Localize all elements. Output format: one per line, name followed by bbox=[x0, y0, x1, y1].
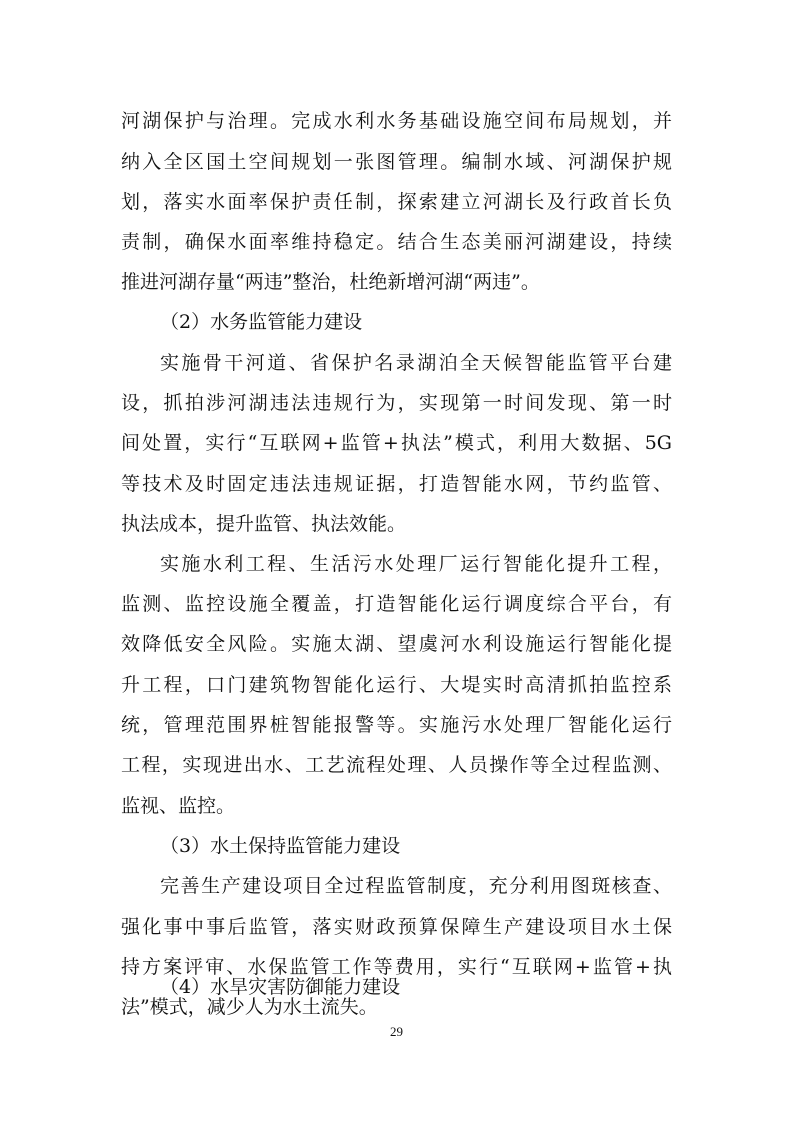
line-text: 实施骨干河道、省保护名录湖泊全天候智能监管平台建 bbox=[160, 352, 672, 374]
text-line bbox=[0, 866, 793, 906]
text-line bbox=[0, 504, 793, 544]
heading-text: （3）水土保持监管能力建设 bbox=[160, 835, 401, 857]
line-text: 等技术及时固定违法违规证据，打造智能水网，节约监管、 bbox=[121, 473, 672, 495]
text-line bbox=[0, 584, 793, 624]
line-text: 推进河湖存量“两违”整治，杜绝新增河湖“两违”。 bbox=[121, 271, 540, 293]
section-heading bbox=[0, 967, 793, 1007]
text-line bbox=[0, 222, 793, 262]
heading-text: （4）水旱灾害防御能力建设 bbox=[160, 976, 401, 998]
text-line bbox=[0, 182, 793, 222]
section-heading bbox=[0, 302, 793, 342]
line-text: 监视、监控。 bbox=[121, 795, 236, 817]
line-text: 监测、监控设施全覆盖，打造智能化运行调度综合平台，有 bbox=[121, 593, 672, 615]
line-text: 完善生产建设项目全过程监管制度，充分利用图斑核查、 bbox=[160, 875, 672, 897]
page-number: 29 bbox=[390, 1024, 403, 1039]
line-text: 持方案评审、水保监管工作等费用，实行“互联网+监管+执 bbox=[121, 956, 672, 978]
line-text: 执法成本，提升监管、执法效能。 bbox=[121, 513, 407, 535]
line-text: 设，抓拍涉河湖违法违规行为，实现第一时间发现、第一时 bbox=[121, 392, 672, 414]
text-line bbox=[0, 544, 793, 584]
line-text: 升工程，口门建筑物智能化运行、大堤实时高清抓拍监控系 bbox=[121, 674, 672, 696]
line-text: 统，管理范围界桩智能报警等。实施污水处理厂智能化运行 bbox=[121, 714, 672, 736]
line-text: 划，落实水面率保护责任制，探索建立河湖长及行政首长负 bbox=[121, 191, 672, 213]
section-heading bbox=[0, 826, 793, 866]
text-line bbox=[0, 142, 793, 182]
heading-text: （2）水务监管能力建设 bbox=[160, 311, 363, 333]
text-line bbox=[0, 423, 793, 463]
text-line bbox=[0, 101, 793, 141]
text-line bbox=[0, 786, 793, 826]
text-line bbox=[0, 343, 793, 383]
text-line bbox=[0, 745, 793, 785]
line-text: 法”模式，减少人为水土流失。 bbox=[121, 996, 378, 1018]
text-line bbox=[0, 705, 793, 745]
text-line bbox=[0, 665, 793, 705]
line-text: 河湖保护与治理。完成水利水务基础设施空间布局规划，并 bbox=[121, 110, 672, 132]
line-text: 间处置，实行“互联网+监管+执法”模式，利用大数据、5G bbox=[121, 432, 672, 454]
line-text: 强化事中事后监管，落实财政预算保障生产建设项目水土保 bbox=[121, 916, 672, 938]
text-line bbox=[0, 624, 793, 664]
line-text: 工程，实现进出水、工艺流程处理、人员操作等全过程监测、 bbox=[121, 754, 672, 776]
text-line bbox=[0, 464, 793, 504]
line-text: 责制，确保水面率维持稳定。结合生态美丽河湖建设，持续 bbox=[121, 231, 672, 253]
text-line bbox=[0, 907, 793, 947]
line-text: 效降低安全风险。实施太湖、望虞河水利设施运行智能化提 bbox=[121, 633, 672, 655]
line-text: 实施水利工程、生活污水处理厂运行智能化提升工程， bbox=[160, 553, 672, 575]
line-text: 纳入全区国土空间规划一张图管理。编制水域、河湖保护规 bbox=[121, 151, 672, 173]
text-line bbox=[0, 262, 793, 302]
text-line bbox=[0, 383, 793, 423]
